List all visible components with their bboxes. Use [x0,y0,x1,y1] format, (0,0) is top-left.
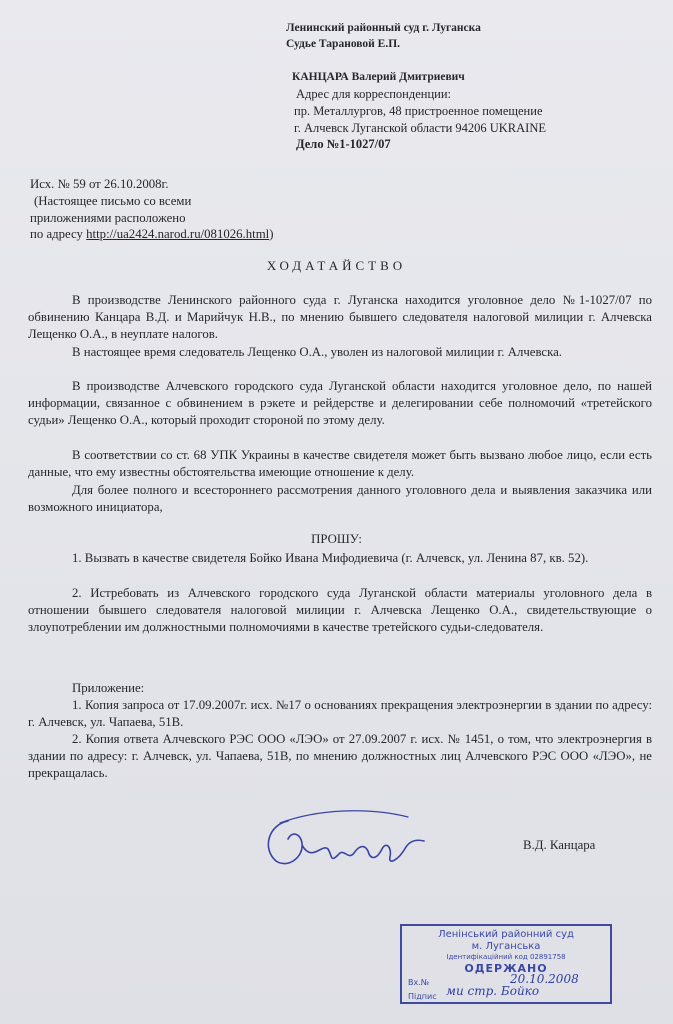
request-heading: ПРОШУ: [311,532,362,546]
signatory-name: В.Д. Канцара [523,838,596,852]
body-paragraph-2: В настоящее время следователь Лещенко О.А., уволен из налоговой милиции г. Алчевска. [72,345,562,359]
outgoing-note-3-suffix: ) [269,227,274,241]
body-paragraph-3: В производстве Алчевского городского суда Луганской области находится уголовное дело, по нашей информации, связанное с обвинением в рэкете и рейдерстве и делегировании себе полномочий «третейского судьи» Лещенко О.А., который проходит стороной по этому делу. [28,379,652,428]
outgoing-note-2: приложениями расположено [30,211,186,225]
stamp-city: м. Луганська [471,941,541,952]
stamp-identification-code: Ідентифікаційний код 02891758 [446,953,566,961]
address-line-1: пр. Металлургов, 48 пристроенное помещение [294,104,543,118]
address-line-2: г. Алчевск Луганской области 94206 UKRAINE [294,121,547,135]
outgoing-note-1: (Настоящее письмо со всеми [34,194,192,208]
outgoing-note-3-prefix: по адресу [30,227,87,241]
attachment-item-2: 2. Копия ответа Алчевского РЭС ООО «ЛЭО» от 27.09.2007 г. исх. № 1451, о том, что электроэнергия в здании по адресу: г. Алчевск, ул. Чапаева, 51В, по мнению должностных лиц Алчевского РЭС ООО «ЛЭО», не прекращалась. [28,732,652,781]
request-item-2: 2. Истребовать из Алчевского городского суда Луганской области материалы уголовного дела в отношении бывшего следователя налоговой милиции г. Алчевска Лещенко О.А., свидетельствующие о злоупотреблении им должностными полномочиями в качестве третейского судьи-следователя. [28,586,652,635]
request-item-1: 1. Вызвать в качестве свидетеля Бойко Ивана Мифодиевича (г. Алчевск, ул. Ленина 87, кв. 52). [72,551,589,565]
stamp-signature-label: Підпис [408,992,437,1001]
body-paragraph-1: В производстве Ленинского районного суда г. Луганска находится уголовное дело №1-1027/07 по обвинению Канцара В.Д. и Марийчук Н.В., по мнению бывшего следователя налоговой милиции г. Алчевска Лещенко О.А., в неуплате налогов. [28,293,652,342]
handwritten-signature [258,803,438,875]
stamp-handwritten-signature: ми стр. Бойко [446,984,540,998]
body-paragraph-4: В соответствии со ст. 68 УПК Украины в качестве свидетеля может быть вызвано любое лицо, если есть данные, что ему известны обстоятельства имеющие отношение к делу. [28,448,652,480]
body-paragraph-5: Для более полного и всестороннего рассмотрения данного уголовного дела и выявления заказчика или возможного инициатора, [28,483,652,515]
court-receipt-stamp [400,924,612,1004]
document-url-link[interactable]: http://ua2424.narod.ru/081026.html [86,227,270,241]
outgoing-ref: Исх. № 59 от 26.10.2008г. [30,177,169,191]
sender-name: КАНЦАРА Валерий Дмитриевич [292,71,465,83]
court-name: Ленинский районный суд г. Луганска [286,22,481,34]
document-title: ХОДАТАЙСТВО [266,258,407,273]
stamp-received: ОДЕРЖАНО [464,962,548,975]
stamp-court-name: Ленінський районний суд [438,929,574,940]
outgoing-note-3 [30,226,273,243]
address-label: Адрес для корреспонденции: [296,87,452,101]
attachments-heading: Приложение: [72,681,145,695]
judge-name: Судье Тарановой Е.П. [286,38,401,50]
case-number: Дело №1-1027/07 [296,137,391,151]
stamp-handwritten-date: 20.10.2008 [510,972,579,986]
attachment-item-1: 1. Копия запроса от 17.09.2007г. исх. №17 о основаниях прекращения электроэнергии в здании по адресу: г. Алчевск, ул. Чапаева, 51В. [28,698,652,730]
stamp-incoming-number-label: Вх.№ [408,978,430,987]
